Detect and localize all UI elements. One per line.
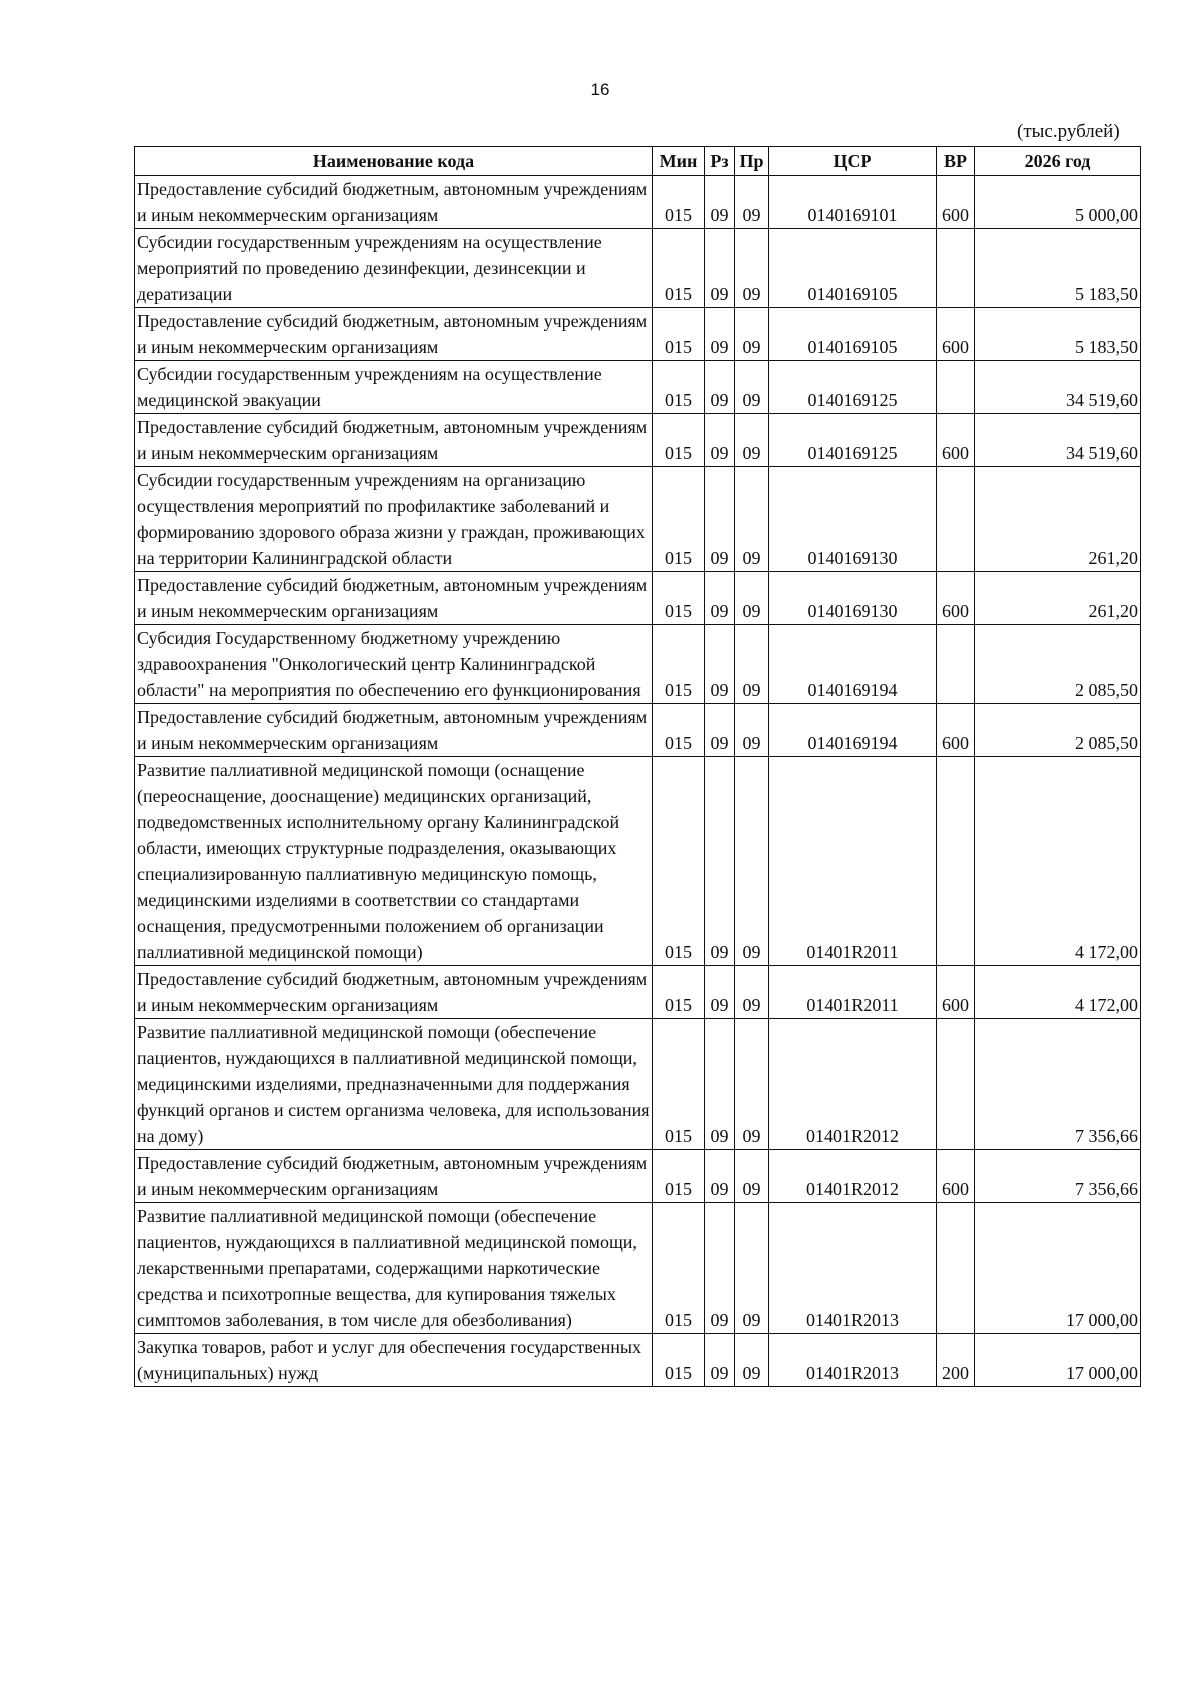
cell-pr: 09: [735, 176, 769, 229]
cell-sum: 7 356,66: [975, 1150, 1141, 1203]
cell-csr: 01401R2011: [769, 757, 937, 966]
cell-min: 015: [653, 229, 705, 308]
units-label: (тыс.рублей): [1017, 121, 1120, 142]
cell-vr: [937, 467, 975, 572]
cell-vr: [937, 757, 975, 966]
cell-vr: [937, 229, 975, 308]
cell-rz: 09: [705, 176, 735, 229]
cell-rz: 09: [705, 1334, 735, 1387]
cell-csr: 01401R2012: [769, 1019, 937, 1150]
cell-min: 015: [653, 966, 705, 1019]
cell-min: 015: [653, 1203, 705, 1334]
table-row: [135, 361, 1141, 414]
table-row: [135, 572, 1141, 625]
cell-pr: 09: [735, 966, 769, 1019]
cell-pr: 09: [735, 361, 769, 414]
header-rz: Рз: [705, 147, 735, 176]
cell-sum: 34 519,60: [975, 414, 1141, 467]
cell-min: 015: [653, 1019, 705, 1150]
cell-name: Предоставление субсидий бюджетным, автономным учреждениям и иным некоммерческим организациям: [135, 704, 653, 757]
cell-vr: 600: [937, 704, 975, 757]
cell-rz: 09: [705, 625, 735, 704]
cell-pr: 09: [735, 414, 769, 467]
cell-rz: 09: [705, 467, 735, 572]
cell-rz: 09: [705, 361, 735, 414]
cell-pr: 09: [735, 572, 769, 625]
cell-sum: 5 183,50: [975, 229, 1141, 308]
table-row: [135, 704, 1141, 757]
cell-csr: 01401R2013: [769, 1334, 937, 1387]
cell-name: Субсидии государственным учреждениям на осуществление мероприятий по проведению дезинфекции, дезинсекции и дератизации: [135, 229, 653, 308]
cell-rz: 09: [705, 966, 735, 1019]
cell-pr: 09: [735, 1203, 769, 1334]
table-row: [135, 1334, 1141, 1387]
cell-csr: 0140169101: [769, 176, 937, 229]
header-name: Наименование кода: [135, 147, 653, 176]
cell-csr: 01401R2011: [769, 966, 937, 1019]
cell-rz: 09: [705, 757, 735, 966]
cell-csr: 0140169125: [769, 414, 937, 467]
cell-sum: 4 172,00: [975, 757, 1141, 966]
cell-csr: 0140169194: [769, 625, 937, 704]
cell-vr: [937, 1203, 975, 1334]
cell-vr: 600: [937, 176, 975, 229]
cell-sum: 17 000,00: [975, 1203, 1141, 1334]
cell-vr: [937, 625, 975, 704]
cell-name: Субсидии государственным учреждениям на осуществление медицинской эвакуации: [135, 361, 653, 414]
cell-csr: 01401R2013: [769, 1203, 937, 1334]
cell-min: 015: [653, 572, 705, 625]
header-year: 2026 год: [975, 147, 1141, 176]
table-row: [135, 229, 1141, 308]
cell-csr: 0140169105: [769, 308, 937, 361]
table-header-row: [135, 147, 1141, 176]
cell-rz: 09: [705, 308, 735, 361]
cell-vr: [937, 1019, 975, 1150]
table-row: [135, 625, 1141, 704]
cell-pr: 09: [735, 757, 769, 966]
table-row: [135, 308, 1141, 361]
cell-min: 015: [653, 467, 705, 572]
table-row: [135, 1019, 1141, 1150]
budget-table: [134, 146, 1141, 1387]
cell-min: 015: [653, 176, 705, 229]
cell-name: Предоставление субсидий бюджетным, автономным учреждениям и иным некоммерческим организациям: [135, 966, 653, 1019]
cell-vr: [937, 361, 975, 414]
cell-min: 015: [653, 704, 705, 757]
cell-vr: 600: [937, 414, 975, 467]
cell-sum: 7 356,66: [975, 1019, 1141, 1150]
cell-vr: 600: [937, 966, 975, 1019]
cell-vr: 600: [937, 572, 975, 625]
cell-csr: 01401R2012: [769, 1150, 937, 1203]
cell-min: 015: [653, 1334, 705, 1387]
cell-rz: 09: [705, 704, 735, 757]
page-number: 16: [590, 80, 610, 99]
cell-pr: 09: [735, 308, 769, 361]
cell-pr: 09: [735, 1019, 769, 1150]
cell-csr: 0140169105: [769, 229, 937, 308]
cell-sum: 2 085,50: [975, 625, 1141, 704]
cell-rz: 09: [705, 414, 735, 467]
cell-pr: 09: [735, 625, 769, 704]
cell-min: 015: [653, 414, 705, 467]
cell-name: Закупка товаров, работ и услуг для обеспечения государственных (муниципальных) нужд: [135, 1334, 653, 1387]
cell-pr: 09: [735, 704, 769, 757]
table-row: [135, 1203, 1141, 1334]
cell-pr: 09: [735, 1150, 769, 1203]
cell-rz: 09: [705, 1019, 735, 1150]
cell-sum: 5 000,00: [975, 176, 1141, 229]
header-csr: ЦСР: [769, 147, 937, 176]
cell-sum: 4 172,00: [975, 966, 1141, 1019]
cell-csr: 0140169130: [769, 467, 937, 572]
cell-csr: 0140169130: [769, 572, 937, 625]
cell-name: Развитие паллиативной медицинской помощи (обеспечение пациентов, нуждающихся в паллиативной медицинской помощи, медицинскими изделиями, предназначенными для поддержания функций органов и систем организма человека, для использования на дому): [135, 1019, 653, 1150]
cell-name: Предоставление субсидий бюджетным, автономным учреждениям и иным некоммерческим организациям: [135, 572, 653, 625]
cell-name: Субсидия Государственному бюджетному учреждению здравоохранения "Онкологический центр Калининградской области" на мероприятия по обеспечению его функционирования: [135, 625, 653, 704]
cell-sum: 34 519,60: [975, 361, 1141, 414]
cell-csr: 0140169125: [769, 361, 937, 414]
cell-name: Предоставление субсидий бюджетным, автономным учреждениям и иным некоммерческим организациям: [135, 308, 653, 361]
cell-sum: 17 000,00: [975, 1334, 1141, 1387]
cell-rz: 09: [705, 572, 735, 625]
cell-vr: 200: [937, 1334, 975, 1387]
cell-name: Предоставление субсидий бюджетным, автономным учреждениям и иным некоммерческим организациям: [135, 1150, 653, 1203]
header-pr: Пр: [735, 147, 769, 176]
cell-sum: 2 085,50: [975, 704, 1141, 757]
cell-name: Предоставление субсидий бюджетным, автономным учреждениям и иным некоммерческим организациям: [135, 414, 653, 467]
cell-sum: 261,20: [975, 572, 1141, 625]
cell-name: Развитие паллиативной медицинской помощи (обеспечение пациентов, нуждающихся в паллиативной медицинской помощи, лекарственными препаратами, содержащими наркотические средства и психотропные вещества, для купирования тяжелых симптомов заболевания, в том числе для обезболивания): [135, 1203, 653, 1334]
cell-pr: 09: [735, 467, 769, 572]
header-vr: ВР: [937, 147, 975, 176]
table-row: [135, 757, 1141, 966]
cell-name: Субсидии государственным учреждениям на организацию осуществления мероприятий по профилактике заболеваний и формированию здорового образа жизни у граждан, проживающих на территории Калининградской области: [135, 467, 653, 572]
table-row: [135, 176, 1141, 229]
cell-min: 015: [653, 361, 705, 414]
cell-vr: 600: [937, 1150, 975, 1203]
cell-sum: 261,20: [975, 467, 1141, 572]
header-min: Мин: [653, 147, 705, 176]
cell-min: 015: [653, 757, 705, 966]
table-row: [135, 414, 1141, 467]
cell-rz: 09: [705, 1150, 735, 1203]
cell-vr: 600: [937, 308, 975, 361]
cell-name: Предоставление субсидий бюджетным, автономным учреждениям и иным некоммерческим организациям: [135, 176, 653, 229]
cell-pr: 09: [735, 1334, 769, 1387]
cell-csr: 0140169194: [769, 704, 937, 757]
cell-pr: 09: [735, 229, 769, 308]
cell-sum: 5 183,50: [975, 308, 1141, 361]
table-row: [135, 966, 1141, 1019]
table-row: [135, 1150, 1141, 1203]
cell-min: 015: [653, 625, 705, 704]
cell-min: 015: [653, 1150, 705, 1203]
cell-name: Развитие паллиативной медицинской помощи (оснащение (переоснащение, дооснащение) медицинских организаций, подведомственных исполнительному органу Калининградской области, имеющих структурные подразделения, оказывающих специализированную паллиативную медицинскую помощь, медицинскими изделиями в соответствии со стандартами оснащения, предусмотренными положением об организации паллиативной медицинской помощи): [135, 757, 653, 966]
table-row: [135, 467, 1141, 572]
cell-min: 015: [653, 308, 705, 361]
cell-rz: 09: [705, 229, 735, 308]
cell-rz: 09: [705, 1203, 735, 1334]
